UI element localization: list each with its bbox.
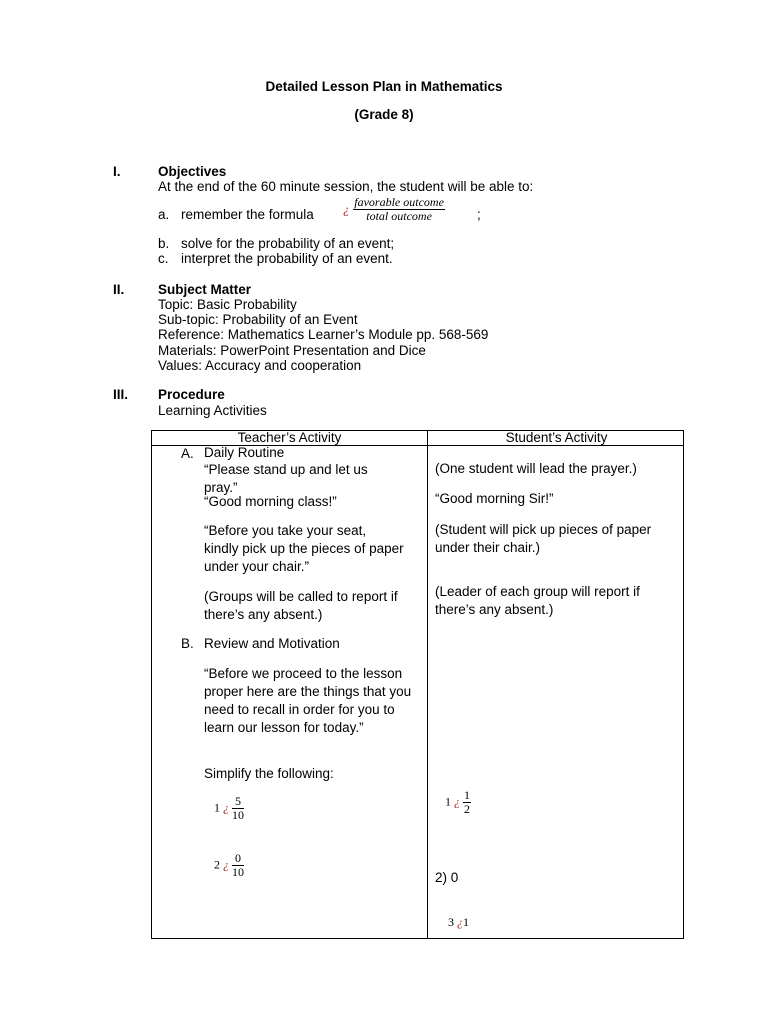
item-1-symbol: ¿: [223, 800, 229, 815]
formula-fraction: [353, 196, 445, 223]
answer-1-numerator: 1: [464, 788, 470, 802]
answer-3-symbol: ¿: [457, 915, 463, 929]
objective-c-letter: c.: [158, 251, 169, 266]
daily-routine-letter: A.: [181, 446, 194, 461]
answer-1-symbol: ¿: [454, 794, 460, 809]
subject-topic: Topic: Basic Probability: [158, 297, 297, 312]
teacher-recall-intro: “Before we proceed to the lesson proper here are the things that you need to recall in order for you to learn our lesson for today.”: [204, 666, 412, 735]
teacher-simplify-prompt: Simplify the following:: [204, 766, 334, 781]
section-number-procedure: III.: [113, 387, 129, 402]
section-heading-objectives: Objectives: [158, 164, 227, 179]
grade-label: (Grade 8): [354, 107, 414, 122]
item-2-numerator: 0: [232, 852, 244, 866]
student-activity-header: Student’s Activity: [505, 430, 608, 445]
column-divider: [427, 431, 428, 938]
answer-3-value: 1: [463, 915, 469, 929]
objective-b-text: solve for the probability of an event;: [181, 236, 395, 251]
probability-formula: [343, 196, 445, 223]
simplify-item-1: [214, 795, 244, 822]
simplify-item-2: [214, 852, 244, 879]
formula-semicolon: ;: [477, 207, 481, 222]
answer-1-fraction: [463, 789, 471, 816]
subject-subtopic: Sub-topic: Probability of an Event: [158, 312, 358, 327]
answer-1-number: 1: [445, 794, 451, 809]
item-1-number: 1: [214, 800, 220, 815]
objectives-intro: At the end of the 60 minute session, the student will be able to:: [158, 179, 534, 194]
teacher-pray-line: “Please stand up and let us pray.”: [204, 462, 368, 495]
item-2-number: 2: [214, 857, 220, 872]
daily-routine-title: Daily Routine: [204, 445, 285, 460]
activities-table: [151, 430, 684, 939]
teacher-seat-instruction: “Before you take your seat, kindly pick up the pieces of paper under your chair.”: [204, 523, 404, 574]
teacher-good-morning: “Good morning class!”: [204, 494, 337, 509]
item-1-numerator: 5: [232, 795, 244, 809]
item-1-denominator: 10: [232, 808, 244, 822]
objective-b-letter: b.: [158, 236, 170, 251]
procedure-subheading: Learning Activities: [158, 403, 267, 418]
objective-a-letter: a.: [158, 207, 170, 222]
student-prayer: (One student will lead the prayer.): [435, 461, 637, 476]
student-answer-2: 2) 0: [435, 870, 459, 885]
section-number-subject-matter: II.: [113, 282, 125, 297]
section-number-objectives: I.: [113, 164, 121, 179]
answer-3-number: 3: [448, 915, 454, 929]
student-answer-1: [445, 789, 471, 816]
student-good-morning: “Good morning Sir!”: [435, 491, 554, 506]
review-letter: B.: [181, 636, 194, 651]
section-heading-procedure: Procedure: [158, 387, 225, 402]
objective-c-text: interpret the probability of an event.: [181, 251, 393, 266]
objective-a-text: remember the formula: [181, 207, 314, 222]
student-leader-report: (Leader of each group will report if there’s any absent.): [435, 584, 640, 617]
section-heading-subject-matter: Subject Matter: [158, 282, 252, 297]
subject-values: Values: Accuracy and cooperation: [158, 358, 362, 373]
formula-numerator: favorable outcome: [354, 195, 444, 209]
item-1-fraction: [232, 795, 244, 822]
teacher-activity-header: Teacher’s Activity: [237, 430, 342, 445]
formula-denominator: total outcome: [366, 209, 432, 223]
review-title: Review and Motivation: [204, 636, 340, 651]
item-2-fraction: [232, 852, 244, 879]
formula-symbol: ¿: [343, 201, 350, 217]
teacher-groups-note: (Groups will be called to report if there’s any absent.): [204, 589, 398, 622]
document-title: Detailed Lesson Plan in Mathematics: [265, 79, 503, 94]
item-2-symbol: ¿: [223, 857, 229, 872]
answer-1-denominator: 2: [464, 802, 470, 816]
item-2-denominator: 10: [232, 865, 244, 879]
subject-reference: Reference: Mathematics Learner’s Module pp. 568-569: [158, 327, 489, 342]
student-pick-paper: (Student will pick up pieces of paper under their chair.): [435, 522, 652, 555]
student-answer-3: [448, 914, 469, 930]
subject-materials: Materials: PowerPoint Presentation and Dice: [158, 343, 426, 358]
